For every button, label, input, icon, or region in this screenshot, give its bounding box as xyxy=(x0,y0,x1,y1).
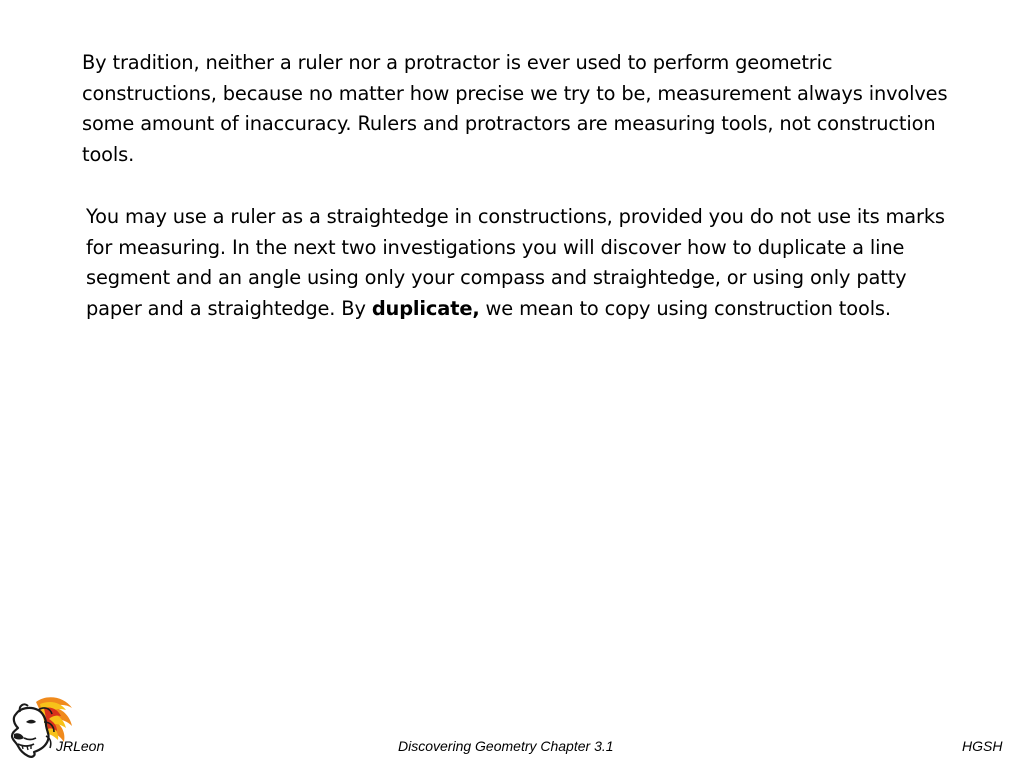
footer-school: HGSH xyxy=(962,738,1003,754)
paragraph-intro: By tradition, neither a ruler nor a protractor is ever used to perform geometric constructions, because no matter how precise we try to be, measurement always involves some amount of inaccuracy. Rulers and protractors are measuring tools, not construction tools. xyxy=(82,51,948,167)
footer-author: JRLeon xyxy=(56,738,105,754)
paragraph-duplicate-text-end: we mean to copy using construction tools. xyxy=(479,297,891,321)
bold-term-duplicate: duplicate, xyxy=(371,297,480,321)
paragraph-duplicate xyxy=(86,202,958,325)
paragraph-duplicate-text-start: You may use a ruler as a straightedge in constructions, provided you do not use its marks for measuring. In the next two investigations you will discover how to duplicate a line segment and an angle using only your compass and straightedge, or using only patty paper and a straightedge. By xyxy=(86,205,945,321)
footer-chapter-title: Discovering Geometry Chapter 3.1 xyxy=(398,738,614,754)
